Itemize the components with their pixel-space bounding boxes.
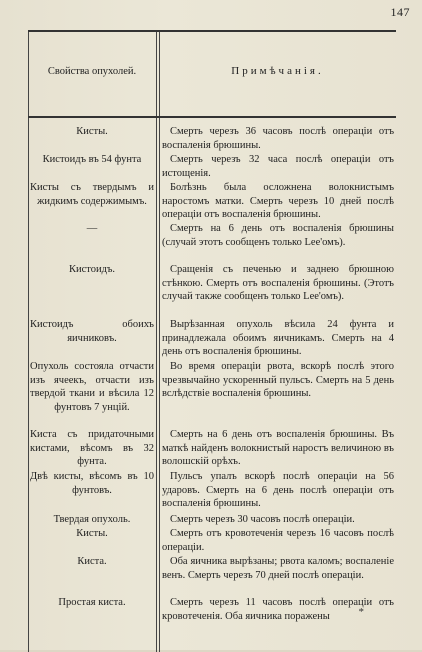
tumor-cell: Кистоидъ въ 54 фунта <box>42 154 142 165</box>
note-cell: Смерть отъ кровотеченія черезъ 16 часовъ послѣ операціи. <box>162 528 394 553</box>
note-cell: Смерть на 6 день отъ воспаленія брюшины. Въ маткѣ найденъ волокнистый наростъ величиною въ волошскій орѣхъ. <box>162 429 394 468</box>
note-cell: Во время операціи рвота, вскорѣ послѣ этого чрезвычайно ускоренный пульсъ. Смерть на 5 день вслѣдствіе воспаленія брюшины. <box>162 361 394 400</box>
note-cell: Смерть на 6 день отъ воспаленія брюшины (случай этотъ сообщенъ только Lee'омъ). <box>162 223 394 248</box>
table-left-border <box>28 32 29 652</box>
tumor-cell: Твердая опухоль. <box>53 514 131 525</box>
header-tumor-properties: Свойства опухолей. <box>47 66 137 77</box>
note-cell: Смерть черезъ 36 часовъ послѣ операціи отъ воспаленія брюшины. <box>162 126 394 151</box>
tumor-cell: Кисты съ твердымъ и жидкимъ содержимымъ. <box>30 182 154 207</box>
tumor-cell: Кистоидъ обоихъ яичниковъ. <box>30 319 154 344</box>
note-cell: Смерть черезъ 11 часовъ послѣ операціи отъ кровотеченія. Оба яичника поражены <box>162 597 394 622</box>
note-cell: Смерть черезъ 32 часа послѣ операціи отъ истощенія. <box>162 154 394 179</box>
page-number: 147 <box>390 5 410 19</box>
tumor-cell: — <box>86 223 98 234</box>
tumor-cell: Двѣ кисты, вѣсомъ въ 10 фунтовъ. <box>30 471 154 496</box>
tumor-cell: Кистоидъ. <box>69 264 115 275</box>
table-header <box>28 32 396 118</box>
notes-table <box>28 30 396 652</box>
tumor-cell: Кисты. <box>76 126 108 137</box>
note-cell: Смерть черезъ 30 часовъ послѣ операціи. <box>170 514 355 525</box>
tumor-cell: Опухоль состояла отчасти изъ ячеекъ, отчасти изъ твердой ткани и вѣсила 12 фунтовъ 7 унцій. <box>30 361 154 413</box>
note-cell: Оба яичника вырѣзаны; рвота каломъ; воспаленіе венъ. Смерть черезъ 70 дней послѣ операціи. <box>162 556 394 581</box>
note-cell: Пульсъ упалъ вскорѣ послѣ операціи на 56 ударовъ. Смерть на 6 день послѣ операціи отъ воспаленія брюшины. <box>162 471 394 510</box>
column-divider <box>156 32 157 652</box>
note-cell: Вырѣзанная опухоль вѣсила 24 фунта и принадлежала обоимъ яичникамъ. Смерть на 4 день отъ воспаленія брюшины. <box>162 319 394 358</box>
column-divider-double <box>159 32 160 652</box>
footer-mark: * <box>358 606 364 618</box>
tumor-cell: Кисты. <box>76 528 108 539</box>
tumor-cell: Киста съ придаточными кистами, вѣсомъ въ 32 фунта. <box>30 429 154 468</box>
header-notes: Примѣчанія. <box>231 65 324 77</box>
note-cell: Болѣзнь была осложнена волокнистымъ наростомъ матки. Смерть черезъ 10 дней послѣ операціи отъ воспаленія брюшины. <box>162 182 394 221</box>
note-cell: Сращенія съ печенью и заднею брюшною стѣнкою. Смерть отъ воспаленія брюшины. (Этотъ случай также сообщенъ только Lee'омъ). <box>162 264 394 303</box>
tumor-cell: Киста. <box>77 556 107 567</box>
tumor-cell: Простая киста. <box>58 597 126 608</box>
